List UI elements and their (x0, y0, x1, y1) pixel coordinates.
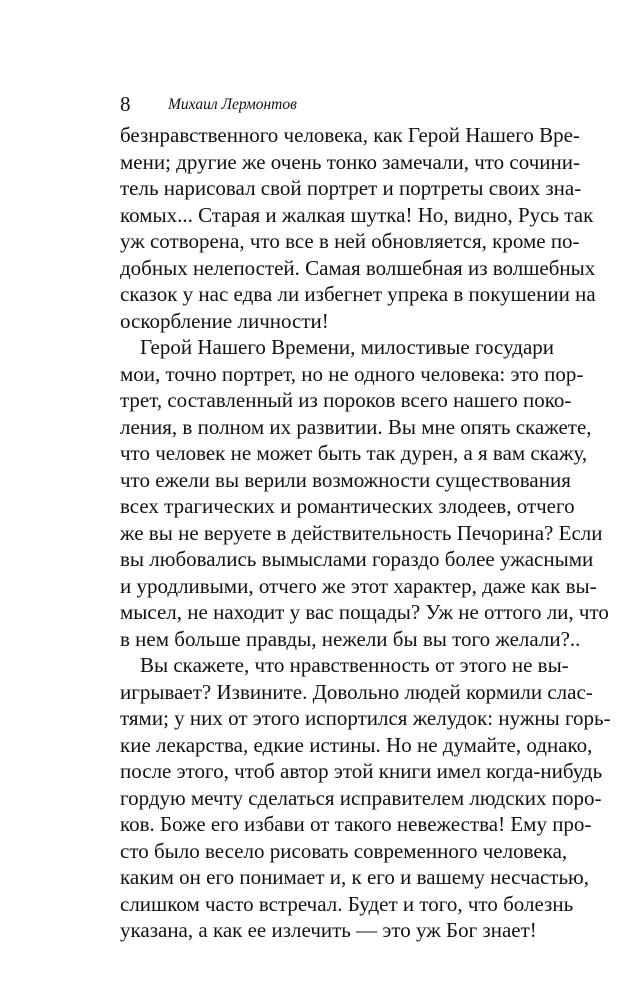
text-line: что человек не может быть так дурен, а я вам скажу, (120, 441, 588, 465)
text-line: каким он его понимает и, к его и вашему несчастью, (120, 865, 589, 889)
text-line: что ежели вы верили возможности существования (120, 467, 571, 492)
body-text (120, 122, 611, 944)
text-line: игрывает? Извините. Довольно людей кормили слас- (120, 679, 593, 704)
paragraph-1 (120, 122, 596, 334)
text-line: Герой Нашего Времени, милостивые государи (140, 335, 555, 359)
paragraph-2 (120, 334, 609, 652)
text-line: безнравственного человека, как Герой Нашего Вре- (120, 123, 580, 147)
running-head (120, 90, 540, 118)
author-name: Михаил Лермонтов (168, 96, 297, 113)
text-line: всех трагических и романтических злодеев, отчего (120, 494, 575, 518)
text-line: комых... Старая и жалкая шутка! Но, видно, Русь так (120, 202, 594, 227)
text-line: Вы скажете, что нравственность от этого не вы- (140, 653, 569, 677)
text-line: мени; другие же очень тонко замечали, что сочини- (120, 149, 580, 174)
text-line: уж сотворена, что все в ней обновляется, кроме по- (120, 229, 580, 253)
text-line: ления, в полном их развитии. Вы мне опять скажете, (120, 414, 592, 439)
text-line: трет, составленный из пороков всего нашего поко- (120, 388, 572, 412)
text-line: добных нелепостей. Самая волшебная из волшебных (120, 255, 596, 280)
page-number: 8 (120, 92, 131, 116)
text-line: оскорбление личности! (120, 308, 329, 333)
text-line: тель нарисовал свой портрет и портреты своих зна- (120, 176, 582, 200)
text-line: слишком часто встречал. Будет и того, что болезнь (120, 891, 574, 916)
text-line: мои, точно портрет, но не одного человека: это пор- (120, 361, 584, 386)
text-line: вы любовались вымыслами гораздо более ужасными (120, 547, 594, 571)
text-line: же вы не веруете в действительность Печорина? Если (120, 520, 603, 545)
text-line: тями; у них от этого испортился желудок: нужны горь- (120, 706, 611, 730)
text-line: кие лекарства, едкие истины. Но не думайте, однако, (120, 732, 593, 757)
paragraph-3 (120, 652, 611, 944)
text-line: в нем больше правды, нежели бы вы того желали?.. (120, 626, 581, 651)
text-line: гордую мечту сделаться исправителем людских поро- (120, 785, 602, 810)
text-line: и уродливыми, отчего же этот характер, даже как вы- (120, 573, 597, 598)
text-line: сказок у нас едва ли избегнет упрека в покушении на (120, 282, 596, 306)
text-line: мысел, не находит у вас пощады? Уж не оттого ли, что (120, 600, 609, 624)
text-line: ков. Боже его избави от такого невежества! Ему про- (120, 812, 592, 836)
text-line: после этого, чтоб автор этой книги имел когда-нибудь (120, 759, 603, 783)
text-line: сто было весело рисовать современного человека, (120, 838, 568, 863)
text-line: указана, а как ее излечить — это уж Бог знает! (120, 918, 537, 942)
